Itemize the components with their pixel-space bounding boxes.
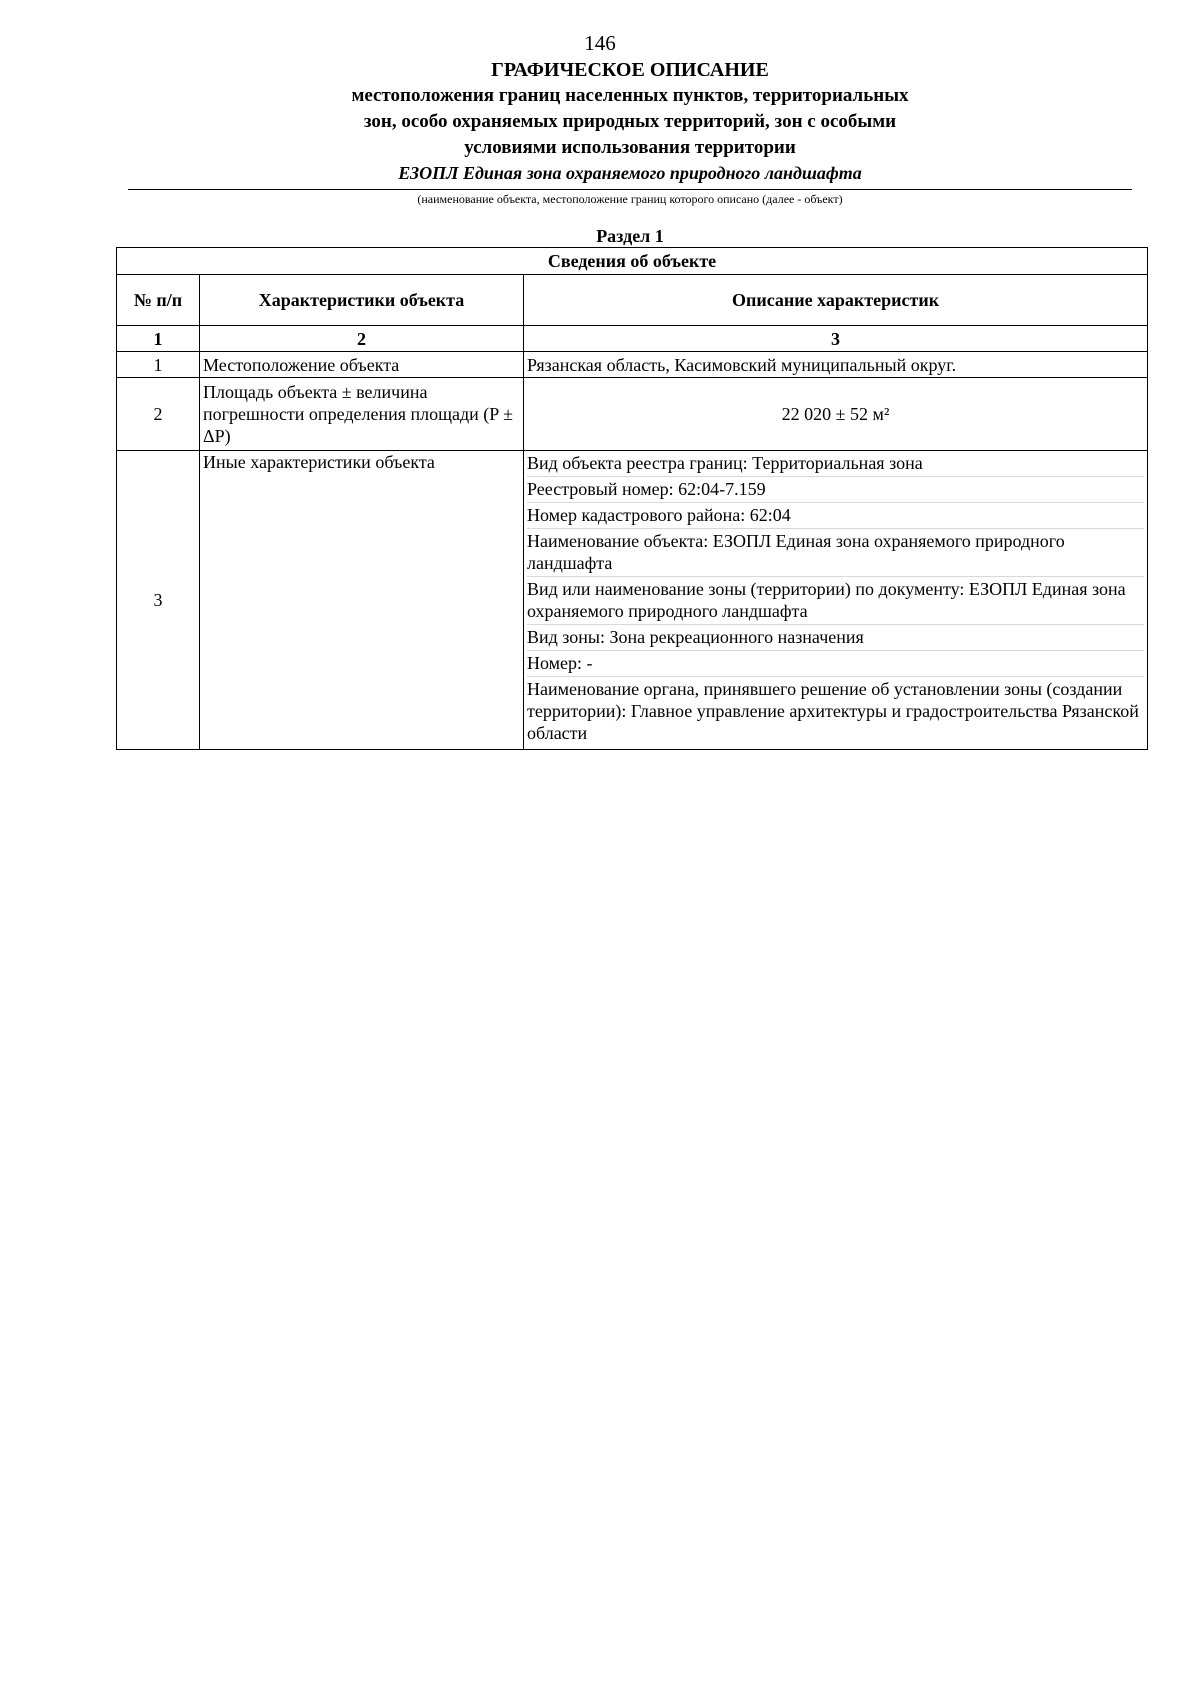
object-name-caption: (наименование объекта, местоположение границ которого описано (далее - объект) [417,192,843,206]
description-line: Вид зоны: Зона рекреационного назначения [527,625,1144,651]
section-title: Раздел 1 [596,226,664,246]
table-row [117,378,1148,451]
table-row [117,451,1148,750]
description-line: Номер: - [527,651,1144,677]
row-characteristic: Иные характеристики объекта [200,451,524,750]
description-line: Наименование объекта: ЕЗОПЛ Единая зона охраняемого природного ландшафта [527,529,1144,577]
index-cell-3: 3 [524,326,1148,352]
index-cell-1: 1 [117,326,200,352]
description-line: Вид или наименование зоны (территории) по документу: ЕЗОПЛ Единая зона охраняемого природного ландшафта [527,577,1144,625]
index-cell-2: 2 [200,326,524,352]
object-name-underline [128,189,1132,190]
document-subtitle-line-2: зон, особо охраняемых природных территорий, зон с особыми [363,111,897,132]
row-description: Рязанская область, Касимовский муниципальный округ. [524,352,1148,378]
row-number: 1 [117,352,200,378]
document-subtitle-line-3: условиями использования территории [464,137,796,158]
description-line: Номер кадастрового района: 62:04 [527,503,1144,529]
document-title: ГРАФИЧЕСКОЕ ОПИСАНИЕ [491,59,769,81]
table-row [117,352,1148,378]
table-header-row [117,275,1148,326]
description-line: Реестровый номер: 62:04-7.159 [527,477,1144,503]
header-num: № п/п [117,275,200,326]
table-index-row [117,326,1148,352]
document-subtitle-line-1: местоположения границ населенных пунктов, территориальных [351,85,909,106]
row-number: 2 [117,378,200,451]
page-number: 146 [584,31,616,55]
row-characteristic: Местоположение объекта [200,352,524,378]
description-line: Наименование органа, принявшего решение об установлении зоны (создании территории): Главное управление архитектуры и градостроительства Рязанской области [527,679,1139,743]
document-title-block [200,58,1060,185]
table-caption: Сведения об объекте [117,248,1148,275]
row-description: 22 020 ± 52 м² [524,378,1148,451]
header-description: Описание характеристик [524,275,1148,326]
row-description [524,451,1148,750]
object-name: ЕЗОПЛ Единая зона охраняемого природного ландшафта [398,163,862,183]
object-info-table [116,247,1148,750]
table-caption-row [117,248,1148,275]
row-number: 3 [117,451,200,750]
header-characteristics: Характеристики объекта [200,275,524,326]
description-line: Вид объекта реестра границ: Территориальная зона [527,451,1144,477]
row-characteristic: Площадь объекта ± величина погрешности определения площади (P ± ΔP) [200,378,524,451]
